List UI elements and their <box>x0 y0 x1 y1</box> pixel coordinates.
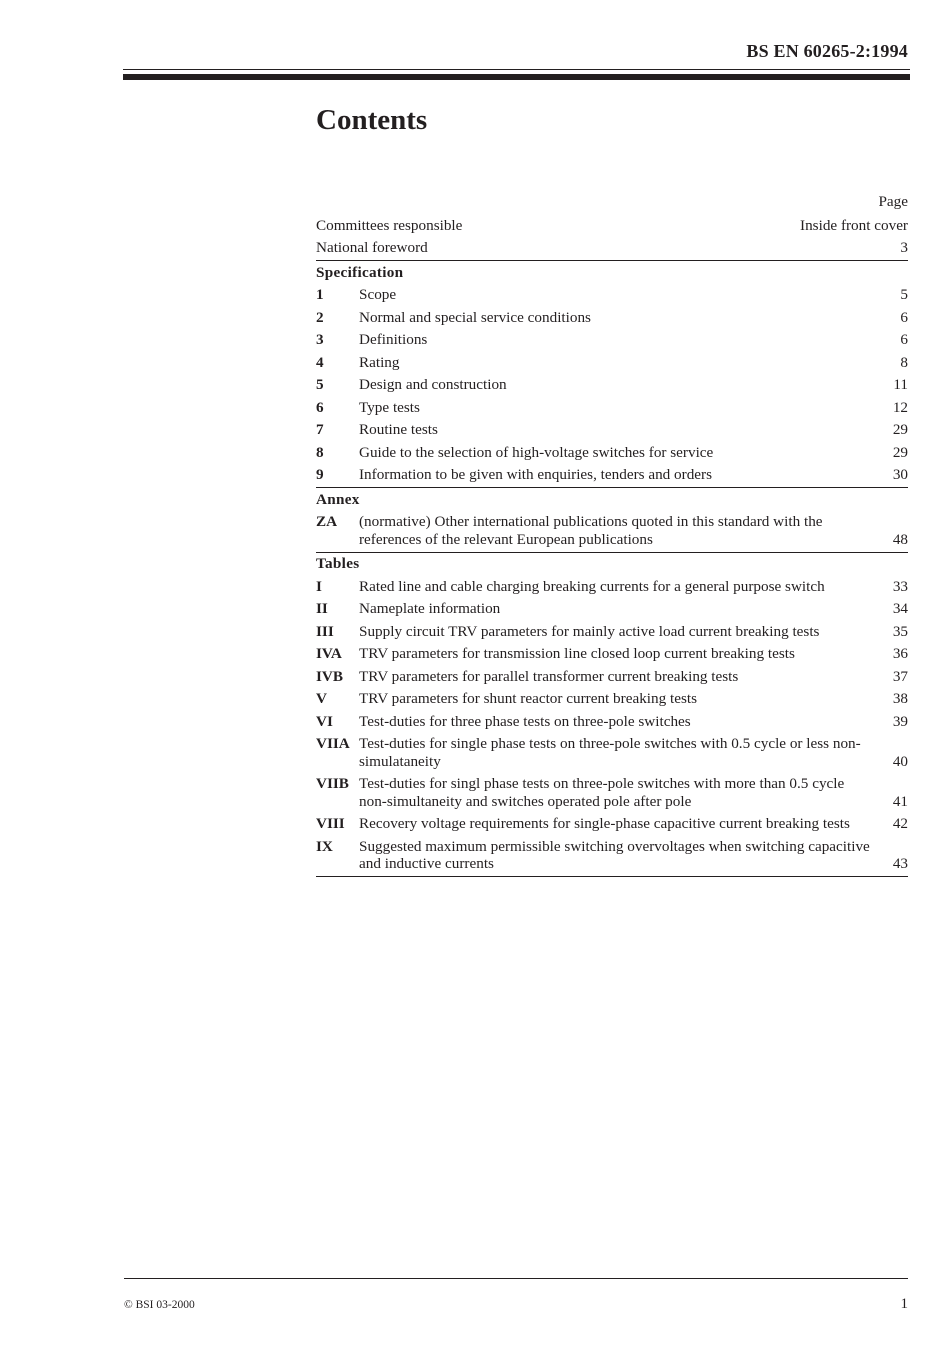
toc-entry[interactable] <box>316 620 908 643</box>
toc-entry[interactable] <box>316 598 908 621</box>
toc-entry-number: 3 <box>316 331 324 348</box>
toc-entry[interactable] <box>316 665 908 688</box>
toc-entry[interactable] <box>316 733 908 773</box>
toc-entry-page: 36 <box>892 645 908 662</box>
toc-entry-text: Scope <box>359 286 397 303</box>
toc-entry-page: 40 <box>892 752 908 770</box>
toc-entry-page: 48 <box>892 530 908 548</box>
table-of-contents <box>316 192 908 877</box>
toc-entry-number: I <box>316 577 322 595</box>
toc-entry-page: Inside front cover <box>800 216 908 234</box>
document-identifier: BS EN 60265-2:1994 <box>746 41 908 61</box>
toc-entry-number: ZA <box>316 513 338 530</box>
toc-entry-page: 6 <box>900 331 908 348</box>
header-thin-rule <box>123 69 910 70</box>
toc-entry-number: VIIB <box>316 775 349 792</box>
toc-entry[interactable] <box>316 351 908 374</box>
toc-entry-number: VI <box>316 712 333 730</box>
footer-rule <box>124 1278 908 1279</box>
toc-entry-page: 29 <box>892 443 908 461</box>
toc-entry[interactable] <box>316 835 908 875</box>
toc-entry-page: 41 <box>892 792 908 810</box>
toc-entry-number: 2 <box>316 308 324 326</box>
section-heading-annex: Annex <box>316 487 908 511</box>
toc-entry-text: Test-duties for single phase tests on three-pole switches with 0.5 cycle or less non-simulataneity <box>359 735 861 770</box>
toc-entry-number: 7 <box>316 421 324 438</box>
page-column-label: Page <box>878 193 908 210</box>
toc-entry-number: 5 <box>316 376 324 393</box>
toc-entry-number: V <box>316 690 327 707</box>
toc-entry[interactable] <box>316 773 908 813</box>
toc-entry-number: IVA <box>316 645 342 662</box>
toc-entry-national-foreword[interactable] <box>316 237 908 260</box>
toc-entry[interactable] <box>316 511 908 551</box>
toc-entry-page: 29 <box>892 421 908 438</box>
toc-entry-page: 6 <box>900 308 908 326</box>
toc-entry-page: 38 <box>892 690 908 707</box>
toc-end-rule <box>316 876 908 877</box>
toc-entry-number: VIII <box>316 815 345 832</box>
toc-entry-page: 37 <box>892 667 908 685</box>
toc-entry-text: TRV parameters for parallel transformer current breaking tests <box>359 667 739 685</box>
toc-entry[interactable] <box>316 575 908 598</box>
toc-entry-text: Design and construction <box>359 376 507 393</box>
toc-entry-text: Committees responsible <box>316 216 463 234</box>
toc-entry-text: Definitions <box>359 331 428 348</box>
toc-entry-text: Rated line and cable charging breaking currents for a general purpose switch <box>359 577 825 595</box>
toc-entry-text: Supply circuit TRV parameters for mainly active load current breaking tests <box>359 622 820 640</box>
toc-entry-page: 12 <box>892 398 908 416</box>
toc-entry-text: Test-duties for three phase tests on three-pole switches <box>359 712 691 730</box>
toc-entry-page: 39 <box>892 712 908 730</box>
toc-entry-text: Recovery voltage requirements for single-phase capacitive current breaking tests <box>359 815 850 832</box>
toc-entry-number: 4 <box>316 353 324 371</box>
header-thick-rule <box>123 74 910 80</box>
page-number: 1 <box>900 1296 908 1312</box>
toc-entry-number: III <box>316 622 334 640</box>
toc-entry-page: 11 <box>893 376 908 393</box>
toc-entry-text: Information to be given with enquiries, tenders and orders <box>359 466 713 483</box>
page-title: Contents <box>316 104 428 136</box>
section-heading-specification: Specification <box>316 260 908 284</box>
toc-entry[interactable] <box>316 306 908 329</box>
toc-entry-page: 3 <box>900 239 908 256</box>
toc-entry-number: 9 <box>316 466 324 483</box>
toc-entry-page: 8 <box>900 353 908 371</box>
toc-entry[interactable] <box>316 284 908 307</box>
toc-entry-text: Normal and special service conditions <box>359 308 591 326</box>
toc-entry-text: Guide to the selection of high-voltage switches for service <box>359 443 714 461</box>
toc-entry-text: TRV parameters for shunt reactor current breaking tests <box>359 690 697 707</box>
toc-entry-page: 30 <box>892 466 908 483</box>
toc-entry-text: Rating <box>359 353 400 371</box>
toc-entry-text: TRV parameters for transmission line closed loop current breaking tests <box>359 645 795 662</box>
toc-entry-page: 43 <box>892 855 908 872</box>
toc-entry[interactable] <box>316 688 908 711</box>
toc-entry-page: 42 <box>892 815 908 832</box>
toc-entry[interactable] <box>316 329 908 352</box>
toc-entry-text: Suggested maximum permissible switching overvoltages when switching capacitive and inductive currents <box>359 837 870 872</box>
toc-entry-number: II <box>316 600 328 617</box>
toc-entry[interactable] <box>316 464 908 487</box>
toc-entry-number: IX <box>316 837 333 855</box>
toc-entry-number: 1 <box>316 286 324 303</box>
toc-entry-text: National foreword <box>316 239 428 256</box>
toc-entry-committees[interactable] <box>316 214 908 237</box>
toc-entry[interactable] <box>316 419 908 442</box>
toc-entry-page: 35 <box>892 622 908 640</box>
toc-entry[interactable] <box>316 643 908 666</box>
toc-entry-page: 33 <box>892 577 908 595</box>
toc-entry[interactable] <box>316 396 908 419</box>
toc-entry-text: (normative) Other international publications quoted in this standard with the references of the relevant European publications <box>359 513 823 548</box>
toc-entry[interactable] <box>316 813 908 836</box>
toc-entry[interactable] <box>316 441 908 464</box>
copyright-notice: © BSI 03-2000 <box>124 1299 195 1311</box>
toc-entry-text: Nameplate information <box>359 600 501 617</box>
toc-entry-number: VIIA <box>316 735 350 752</box>
toc-entry-text: Type tests <box>359 398 420 416</box>
toc-entry-number: 8 <box>316 443 324 461</box>
toc-entry-number: 6 <box>316 398 324 416</box>
toc-entry-text: Test-duties for singl phase tests on three-pole switches with more than 0.5 cycle non-simultaneity and switches operated pole after pole <box>359 775 845 810</box>
toc-entry[interactable] <box>316 710 908 733</box>
section-heading-tables: Tables <box>316 552 908 576</box>
toc-entry-text: Routine tests <box>359 421 438 438</box>
toc-entry-page: 34 <box>892 600 908 617</box>
toc-entry-page: 5 <box>900 286 908 303</box>
toc-entry-number: IVB <box>316 667 344 685</box>
toc-entry[interactable] <box>316 374 908 397</box>
